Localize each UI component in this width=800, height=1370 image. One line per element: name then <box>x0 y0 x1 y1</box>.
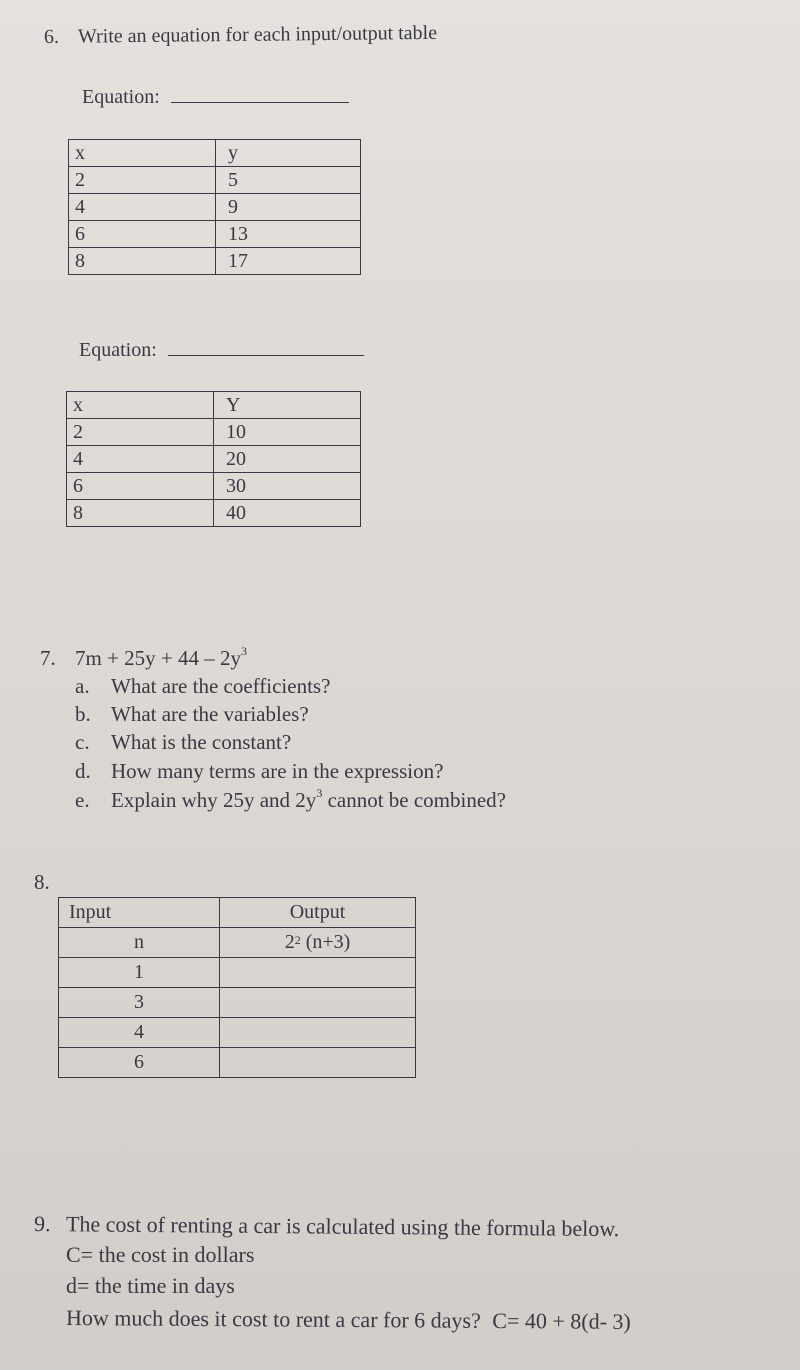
output-cell-blank[interactable] <box>220 1018 416 1048</box>
equation-blank[interactable] <box>168 355 364 356</box>
cell: 8 <box>67 500 214 527</box>
item-letter: b. <box>75 702 91 726</box>
cell: 8 <box>69 248 216 275</box>
table-row <box>69 194 361 221</box>
item-letter: d. <box>75 759 91 783</box>
q9-text-1: The cost of renting a car is calculated using the formula below. <box>65 1211 620 1242</box>
q7-number: 7. <box>40 646 56 670</box>
header-cell: Y <box>214 392 361 419</box>
q7-expression <box>40 646 247 671</box>
item-letter: e. <box>75 788 90 812</box>
table-row <box>59 1018 416 1048</box>
rule-output-base: 2 <box>284 931 295 953</box>
cell: 13 <box>216 221 361 248</box>
header-cell: x <box>67 392 214 419</box>
table-row <box>59 958 416 988</box>
table-row <box>59 928 416 958</box>
cell: 20 <box>214 446 361 473</box>
expression-exponent: 3 <box>241 644 248 658</box>
table-row <box>67 446 361 473</box>
q8-table <box>58 897 416 1078</box>
cell: 6 <box>69 221 216 248</box>
equation-label: Equation: <box>79 339 157 361</box>
table-row <box>69 248 361 275</box>
cell: 9 <box>216 194 361 221</box>
q8-number: 8. <box>34 870 50 894</box>
table-header-row <box>67 392 361 419</box>
q6-heading <box>44 22 437 49</box>
cell: 30 <box>214 473 361 500</box>
q6-prompt: Write an equation for each input/output table <box>77 21 438 48</box>
q9-formula: C= 40 + 8(d- 3) <box>492 1307 631 1334</box>
q9-question: How much does it cost to rent a car for 6 days? <box>65 1305 481 1333</box>
q6-equation-line-2 <box>79 339 364 362</box>
cell: 4 <box>69 194 216 221</box>
item-text: What are the coefficients? <box>111 674 331 698</box>
table-header-row <box>69 140 361 167</box>
q9-line-2: C= the cost in dollars <box>66 1242 255 1267</box>
q7-item-a <box>75 674 330 699</box>
q7-item-b <box>75 702 309 727</box>
cell: 6 <box>67 473 214 500</box>
rule-output-cell <box>220 928 416 958</box>
q6-table-1 <box>68 139 361 275</box>
q7-item-d <box>75 759 443 784</box>
header-cell: y <box>216 140 361 167</box>
header-cell: Input <box>59 898 220 928</box>
input-cell: 4 <box>59 1018 220 1048</box>
input-cell: 6 <box>59 1048 220 1078</box>
cell: 2 <box>69 167 216 194</box>
table-row <box>59 988 416 1018</box>
q7-item-c <box>75 730 291 755</box>
input-cell: 3 <box>59 988 220 1018</box>
rule-output-rest: (n+3) <box>300 931 351 953</box>
rule-input-cell: n <box>59 928 220 958</box>
q7-item-e <box>75 788 506 813</box>
q9-number: 9. <box>33 1211 51 1237</box>
item-letter: c. <box>75 730 90 754</box>
item-text: What is the constant? <box>111 730 292 754</box>
table-row <box>59 1048 416 1078</box>
cell: 10 <box>214 419 361 446</box>
q6-number: 6. <box>43 25 60 48</box>
equation-blank[interactable] <box>171 102 349 103</box>
cell: 2 <box>67 419 214 446</box>
q7-expression-text <box>75 646 247 670</box>
q9-line-3: d= the time in days <box>66 1273 235 1298</box>
output-cell-blank[interactable] <box>220 988 416 1018</box>
table-row <box>69 167 361 194</box>
q6-equation-line-1 <box>82 86 349 109</box>
rule-output-exponent: 2 <box>294 933 301 947</box>
q9-line-1 <box>34 1211 619 1242</box>
table-row <box>67 500 361 527</box>
table-row <box>67 419 361 446</box>
item-text: What are the variables? <box>111 702 309 726</box>
q6-table-2 <box>66 391 361 527</box>
equation-label: Equation: <box>82 86 160 108</box>
item-text-exponent: 3 <box>316 786 323 800</box>
table-row <box>67 473 361 500</box>
expression-base: 7m + 25y + 44 – 2y <box>75 646 242 670</box>
cell: 40 <box>214 500 361 527</box>
table-row <box>69 221 361 248</box>
output-cell-blank[interactable] <box>220 958 416 988</box>
item-text: How many terms are in the expression? <box>111 759 444 783</box>
table-header-row <box>59 898 416 928</box>
q9-line-4 <box>66 1305 631 1335</box>
item-text-after: cannot be combined? <box>322 788 506 812</box>
header-cell: Output <box>220 898 416 928</box>
header-cell: x <box>69 140 216 167</box>
cell: 5 <box>216 167 361 194</box>
input-cell: 1 <box>59 958 220 988</box>
output-cell-blank[interactable] <box>220 1048 416 1078</box>
cell: 17 <box>216 248 361 275</box>
cell: 4 <box>67 446 214 473</box>
item-letter: a. <box>75 674 90 698</box>
item-text-before: Explain why 25y and 2y <box>111 788 317 812</box>
